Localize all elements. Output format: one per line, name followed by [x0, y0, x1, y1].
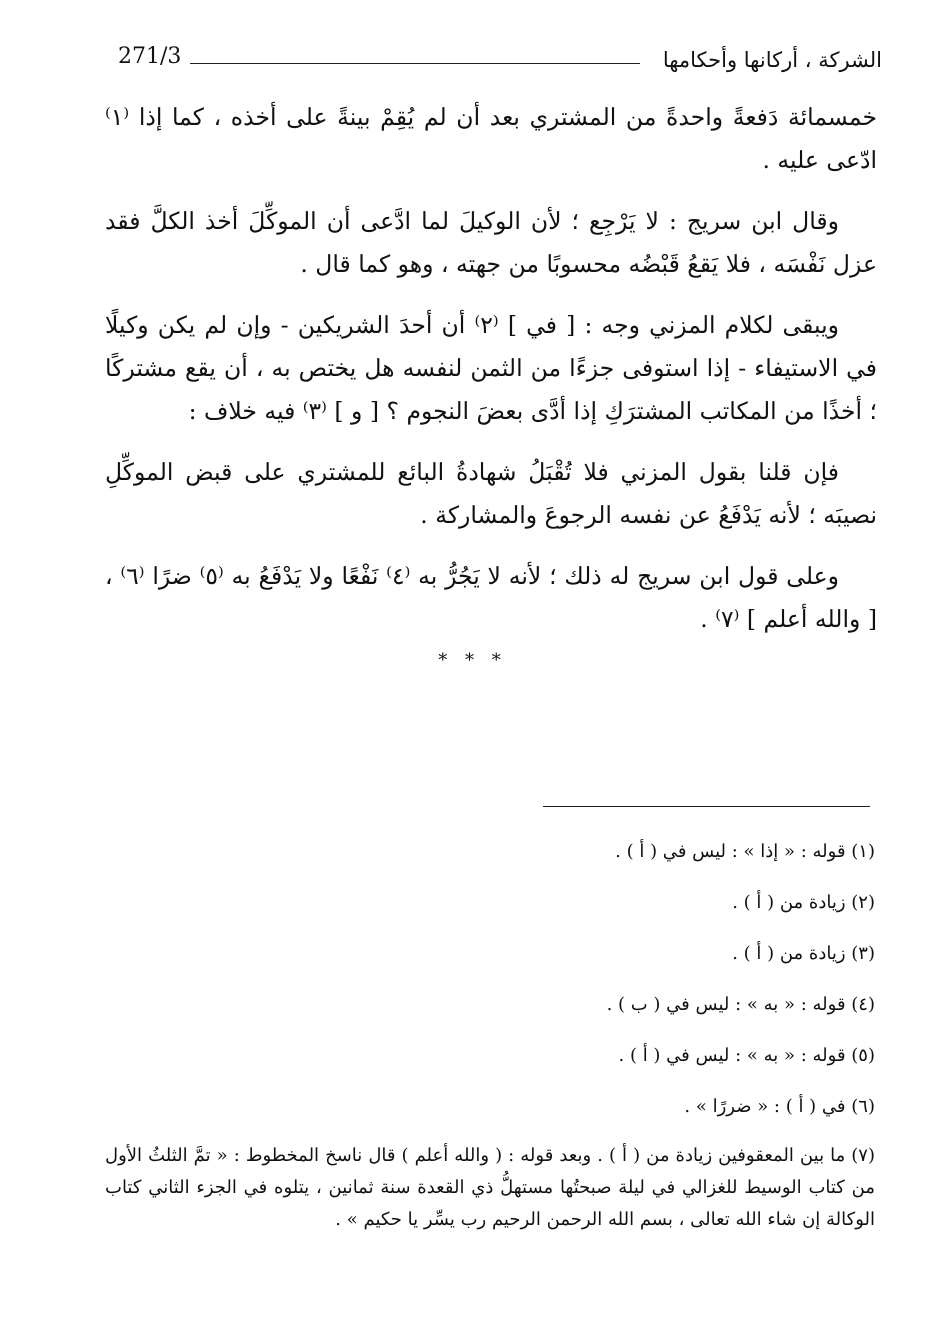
paragraph-5: وعلى قول ابن سريج له ذلك ؛ لأنه لا يَجُرُّ به ⁽٤⁾ نَفْعًا ولا يَدْفَعُ به ⁽٥⁾ ضرًا ⁽٦⁾ ، [ والله أعلم ] ⁽٧⁾ . — [105, 562, 877, 633]
footnote-5: (٥) قوله : « به » : ليس في ( أ ) . — [618, 1045, 875, 1066]
paragraph-2: وقال ابن سريج : لا يَرْجِع ؛ لأن الوكيلَ لما ادَّعى أن الموكِّلَ أخذ الكلَّ فقد عزل نَفْسَه ، فلا يَقعُ قَبْضُه محسوبًا من جهته ، وهو كما قال . — [105, 207, 877, 278]
footnotes — [105, 832, 875, 1230]
section-separator: * * * — [438, 650, 507, 671]
header-rule — [190, 63, 640, 64]
footnote-7: (٧) ما بين المعقوفين زيادة من ( أ ) . وبعد قوله : ( والله أعلم ) قال ناسخ المخطوط : « تمَّ الثلثُ الأول من كتاب الوسيط للغزالي في ليلة صبحتُها مستهلُّ ذي القعدة سنة ثمانين ، يتلوه في الجزء الثاني كتاب الوكالة إن شاء الله تعالى ، بسم الله الرحمن الرحيم رب يسِّر يا حكيم » . — [105, 1145, 875, 1230]
page-number: 271/3 — [118, 44, 182, 69]
page-header — [110, 44, 882, 84]
footnote-rule — [543, 806, 870, 807]
paragraph-1: خمسمائة دَفعةً واحدةً من المشتري بعد أن لم يُقِمْ بينةً على أخذه ، كما إذا ⁽١⁾ ادّعى عليه . — [105, 103, 877, 174]
running-title: الشركة ، أركانها وأحكامها — [662, 48, 882, 72]
footnote-1: (١) قوله : « إذا » : ليس في ( أ ) . — [615, 841, 875, 862]
footnote-3: (٣) زيادة من ( أ ) . — [732, 943, 875, 964]
footnote-6: (٦) في ( أ ) : « ضررًا » . — [684, 1096, 875, 1117]
main-text — [105, 96, 877, 659]
footnote-2: (٢) زيادة من ( أ ) . — [732, 892, 875, 913]
footnote-4: (٤) قوله : « به » : ليس في ( ب ) . — [606, 994, 875, 1015]
paragraph-3: ويبقى لكلام المزني وجه : [ في ] ⁽٢⁾ أن أحدَ الشريكين - وإن لم يكن وكيلًا في الاستيفاء - إذا استوفى جزءًا من الثمن لنفسه هل يختص به ، أن يقع مشتركًا ؛ أخذًا من المكاتب المشترَكِ إذا أدَّى بعضَ النجوم ؟ [ و ] ⁽٣⁾ فيه خلاف : — [105, 311, 877, 425]
paragraph-4: فإن قلنا بقول المزني فلا تُقْبَلُ شهادةُ البائع للمشتري على قبض الموكِّلِ نصيبَه ؛ لأنه يَدْفَعُ عن نفسه الرجوعَ والمشاركة . — [105, 458, 877, 529]
